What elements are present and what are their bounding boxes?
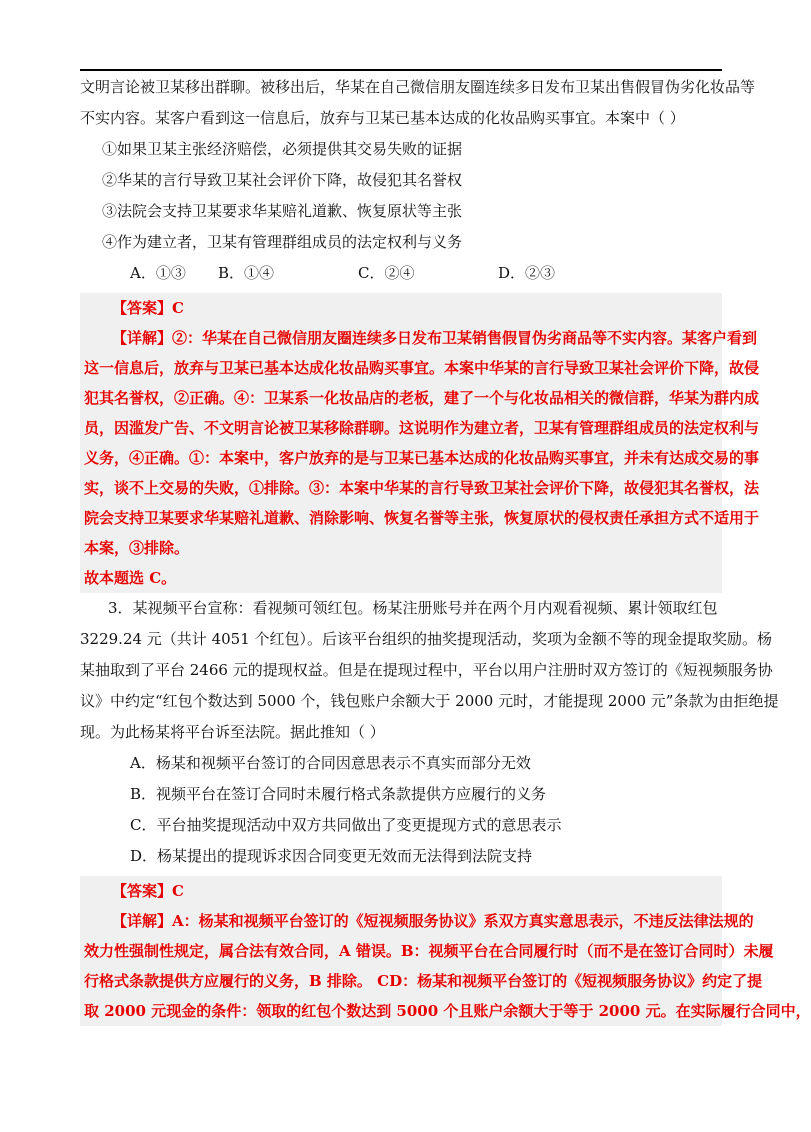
q2-choice-a: A．①③ [130,264,186,282]
q3-option-a: A．杨某和视频平台签订的合同因意思表示不真实而部分无效 [130,754,531,772]
q2-choices [80,258,722,289]
q3-stem-line: 3．某视频平台宣称：看视频可领红包。杨某注册账号并在两个月内观看视频、累计领取红包 [108,599,718,617]
q2-conclusion: 故本题选 C。 [84,569,177,587]
q3-option-d: D．杨某提出的提现诉求因合同变更无效而无法得到法院支持 [130,847,533,865]
q2-detail-line: 【详解】②：华某在自己微信朋友圈连续多日发布卫某销售假冒伪劣商品等不实内容。某客户看到 [112,329,758,347]
q2-choice-c: C．②④ [358,264,415,282]
q2-detail-line: 本案，③排除。 [84,539,190,557]
header-rule [80,69,722,71]
q2-answer: 【答案】C [112,299,184,317]
q3-option-b: B．视频平台在签订合同时未履行格式条款提供方应履行的义务 [130,785,547,803]
q3-detail-line: 效力性强制性规定，属合法有效合同，A 错误。B：视频平台在合同履行时（而不是在签订合同时）未履 [84,942,774,960]
q3-stem-line: 3229.24 元（共计 4051 个红包）。后该平台组织的抽奖提现活动，奖项为金额不等的现金提取奖励。杨 [80,630,773,648]
q3-stem-line: 某抽取到了平台 2466 元的提现权益。但是在提现过程中，平台以用户注册时双方签订的《短视频服务协 [80,661,773,679]
q3-option-c: C．平台抽奖提现活动中双方共同做出了变更提现方式的意思表示 [130,816,562,834]
q3-detail-line: 【详解】A：杨某和视频平台签订的《短视频服务协议》系双方真实意思表示，不违反法律法规的 [112,912,754,930]
q2-detail-line: 这一信息后，放弃与卫某已基本达成化妆品购买事宜。本案中华某的言行导致卫某社会评价下降，故侵 [84,359,760,377]
q2-detail-line: 义务，④正确。①：本案中，客户放弃的是与卫某已基本达成的化妆品购买事宜，并未有达成交易的事 [84,449,760,467]
q2-statement: ①如果卫某主张经济赔偿，必须提供其交易失败的证据 [102,140,463,158]
q2-answer-box [80,293,760,593]
q3-stem-line: 议》中约定“红包个数达到 5000 个，钱包账户余额大于 2000 元时，才能提现 2000 元”条款为由拒绝提 [80,692,779,710]
q2-stem-line: 文明言论被卫某移出群聊。被移出后，华某在自己微信朋友圈连续多日发布卫某出售假冒伪劣化妆品等 [80,78,756,96]
q2-choice-d: D．②③ [498,264,556,282]
q3-detail-line: 取 2000 元现金的条件：领取的红包个数达到 5000 个且账户余额大于等于 2000 元。在实际履行合同中， [84,1002,811,1020]
q2-statement: ④作为建立者，卫某有管理群组成员的法定权利与义务 [102,233,463,251]
q2-detail-line: 员，因滥发广告、不文明言论被卫某移除群聊。这说明作为建立者，卫某有管理群组成员的法定权利与 [84,419,760,437]
q3-detail-line: 行格式条款提供方应履行的义务，B 排除。 CD：杨某和视频平台签订的《短视频服务协议》约定了提 [84,972,763,990]
q3-answer-box [80,876,811,1026]
q3-answer: 【答案】C [112,882,184,900]
q2-choice-b: B．①④ [218,264,275,282]
q2-detail-line: 实，谈不上交易的失败，①排除。③：本案中华某的言行导致卫某社会评价下降，故侵犯其名誉权，法 [84,479,760,497]
q2-detail-line: 犯其名誉权，②正确。④：卫某系一化妆品店的老板，建了一个与化妆品相关的微信群，华某为群内成 [84,389,760,407]
page-content [80,72,811,1026]
q2-statement: ③法院会支持卫某要求华某赔礼道歉、恢复原状等主张 [102,202,463,220]
q2-stem-line: 不实内容。某客户看到这一信息后，放弃与卫某已基本达成的化妆品购买事宜。本案中（ ） [80,109,685,127]
q2-detail-line: 院会支持卫某要求华某赔礼道歉、消除影响、恢复名誉等主张，恢复原状的侵权责任承担方式不适用于 [84,509,760,527]
q3-stem-line: 现。为此杨某将平台诉至法院。据此推知（ ） [80,723,385,741]
q2-statement: ②华某的言行导致卫某社会评价下降，故侵犯其名誉权 [102,171,463,189]
